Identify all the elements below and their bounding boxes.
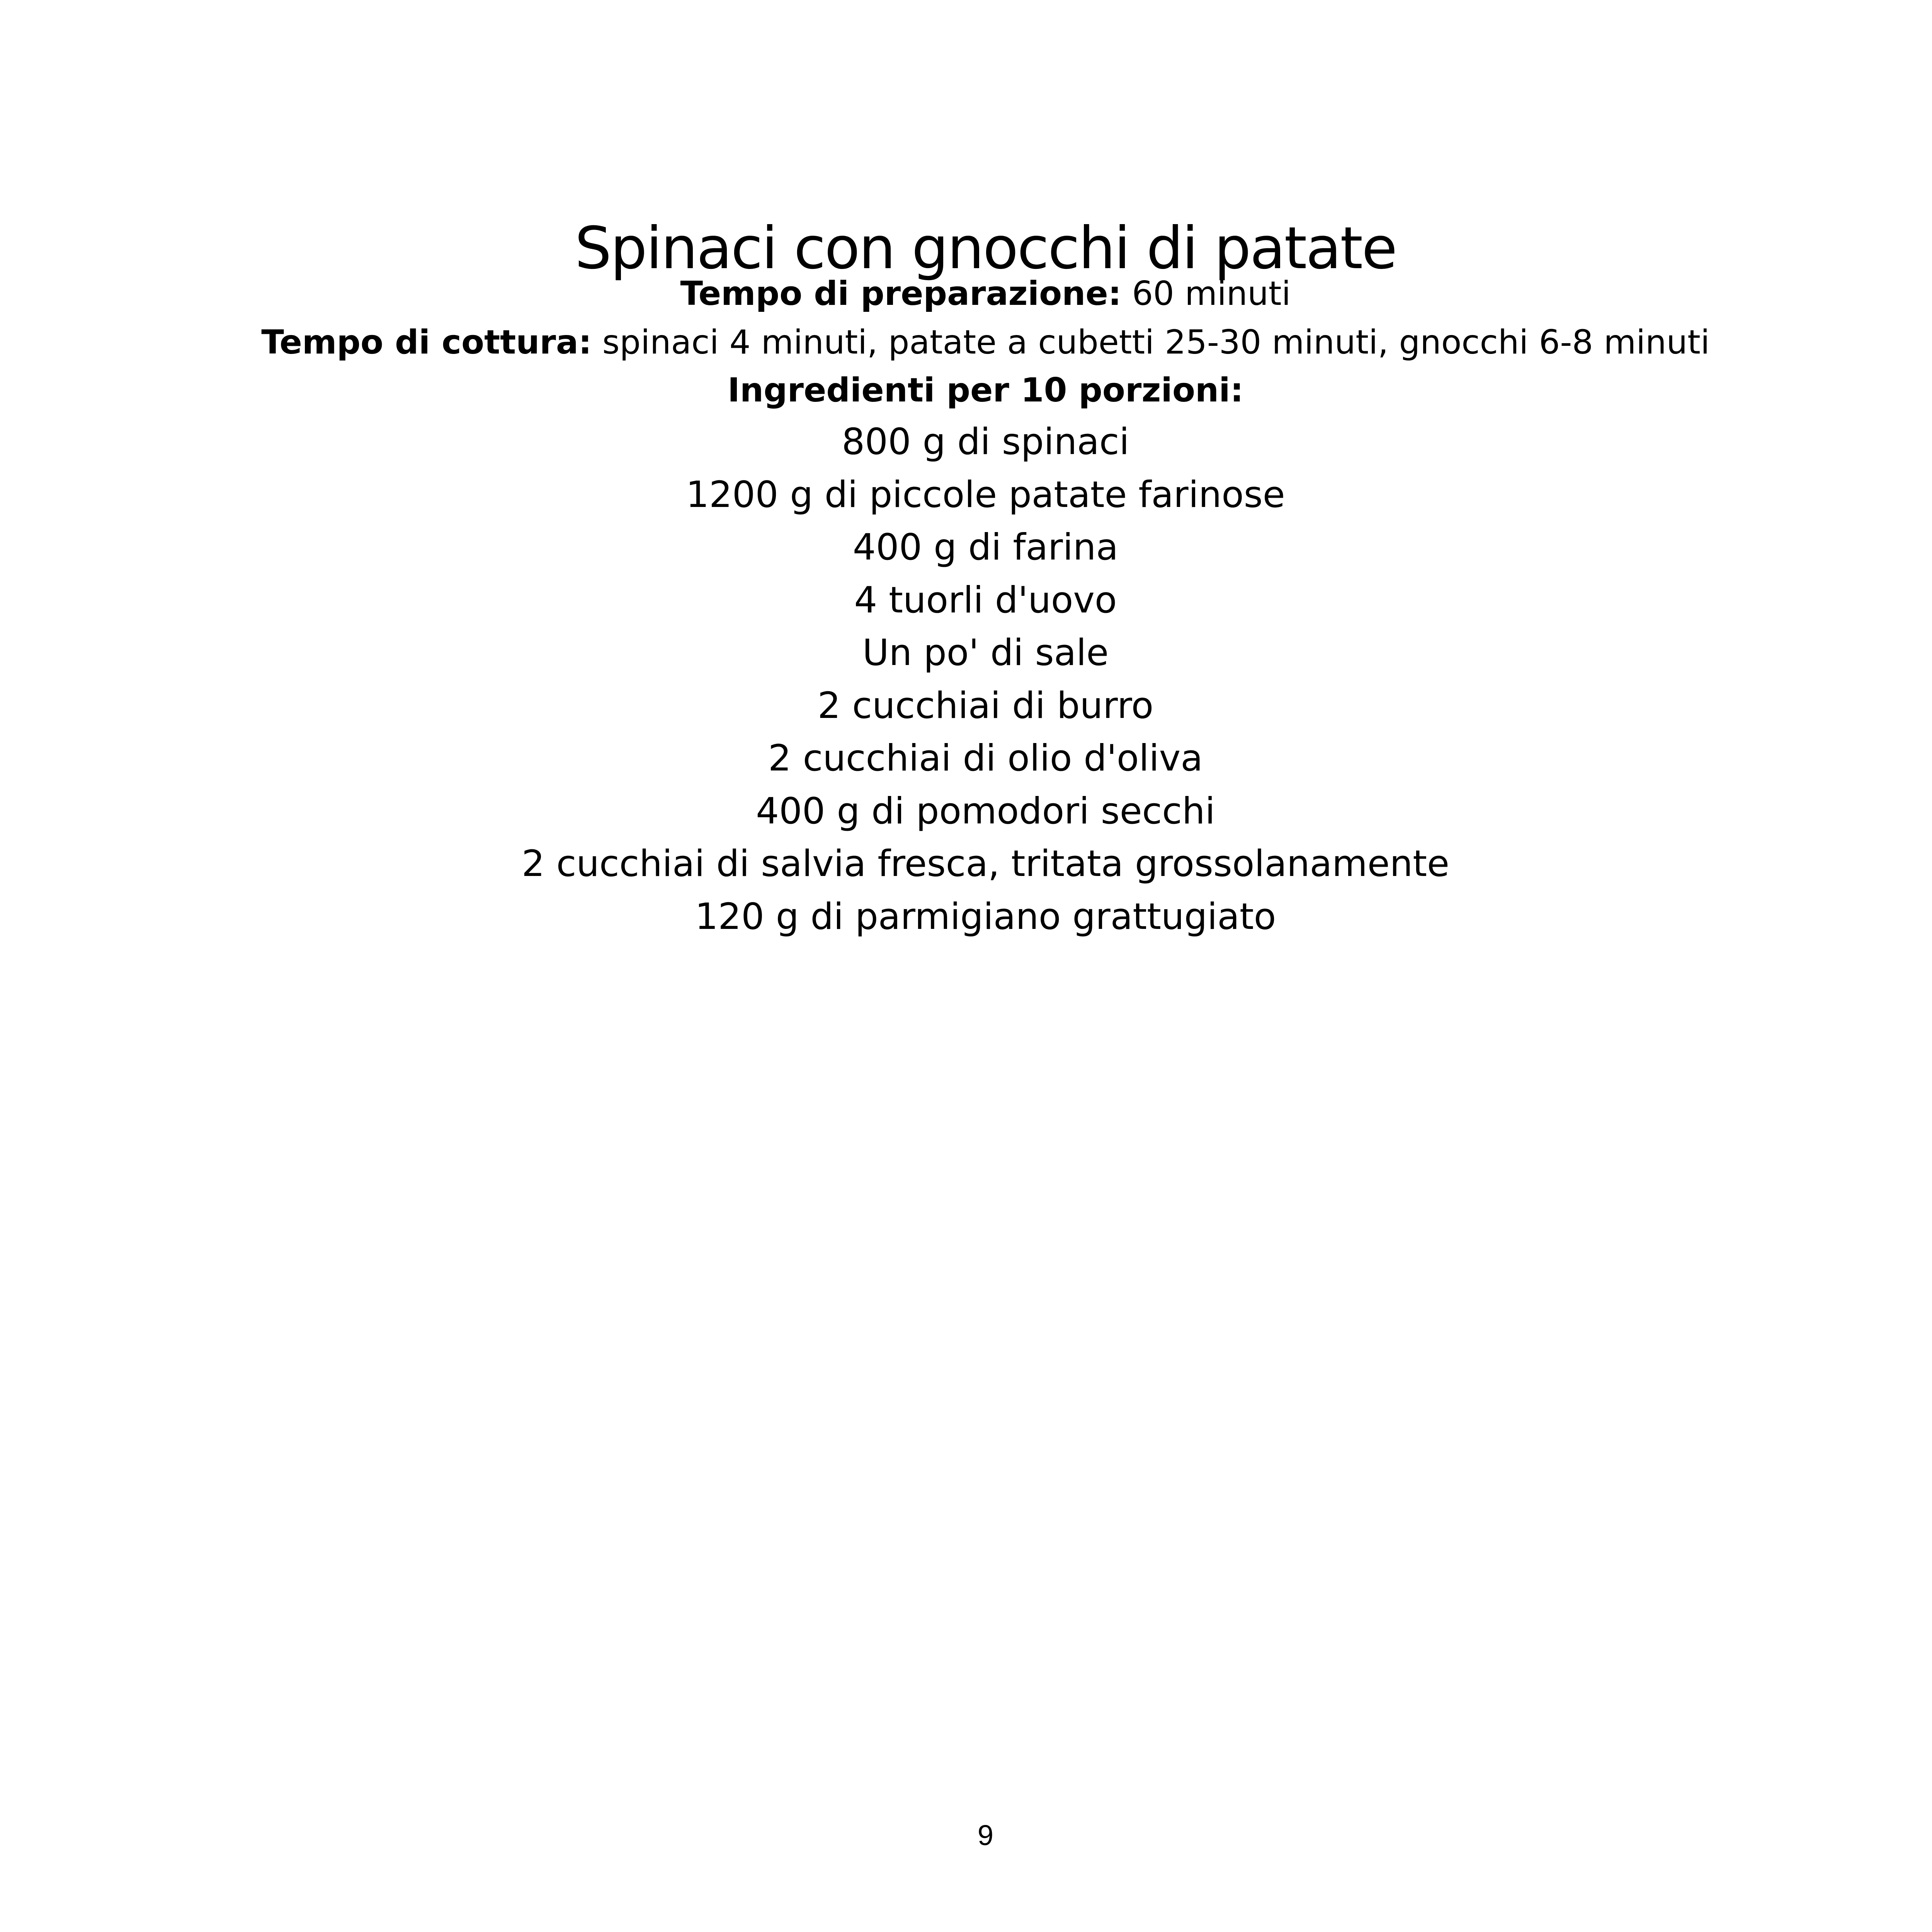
ingredients-list [0, 416, 1932, 943]
prep-time-line [0, 270, 1932, 317]
cook-time-line [0, 319, 1932, 366]
ingredient-item: 400 g di farina [852, 526, 1119, 568]
ingredient-item: 2 cucchiai di burro [817, 684, 1154, 727]
ingredients-heading-text: Ingredienti per 10 porzioni: [727, 371, 1244, 410]
ingredient-item: 120 g di parmigiano grattugiato [695, 895, 1276, 938]
prep-time-value: 60 minuti [1132, 274, 1291, 313]
recipe-title: Spinaci con gnocchi di patate [575, 214, 1396, 282]
cook-time-value: spinaci 4 minuti, patate a cubetti 25-30 minuti, gnocchi 6-8 minuti [602, 323, 1710, 362]
ingredient-item: 2 cucchiai di olio d'oliva [768, 737, 1203, 779]
prep-time-label: Tempo di preparazione: [680, 274, 1122, 313]
ingredient-item: 800 g di spinaci [842, 421, 1129, 463]
cook-time-label: Tempo di cottura: [261, 323, 592, 362]
ingredient-item: 4 tuorli d'uovo [854, 579, 1117, 621]
ingredient-item: 2 cucchiai di salvia fresca, tritata grossolanamente [522, 843, 1449, 885]
ingredient-item: 400 g di pomodori secchi [756, 790, 1215, 832]
ingredient-item: Un po' di sale [862, 632, 1109, 674]
page-number: 9 [977, 1819, 994, 1851]
ingredients-heading [0, 367, 1932, 413]
ingredient-item: 1200 g di piccole patate farinose [686, 473, 1285, 516]
